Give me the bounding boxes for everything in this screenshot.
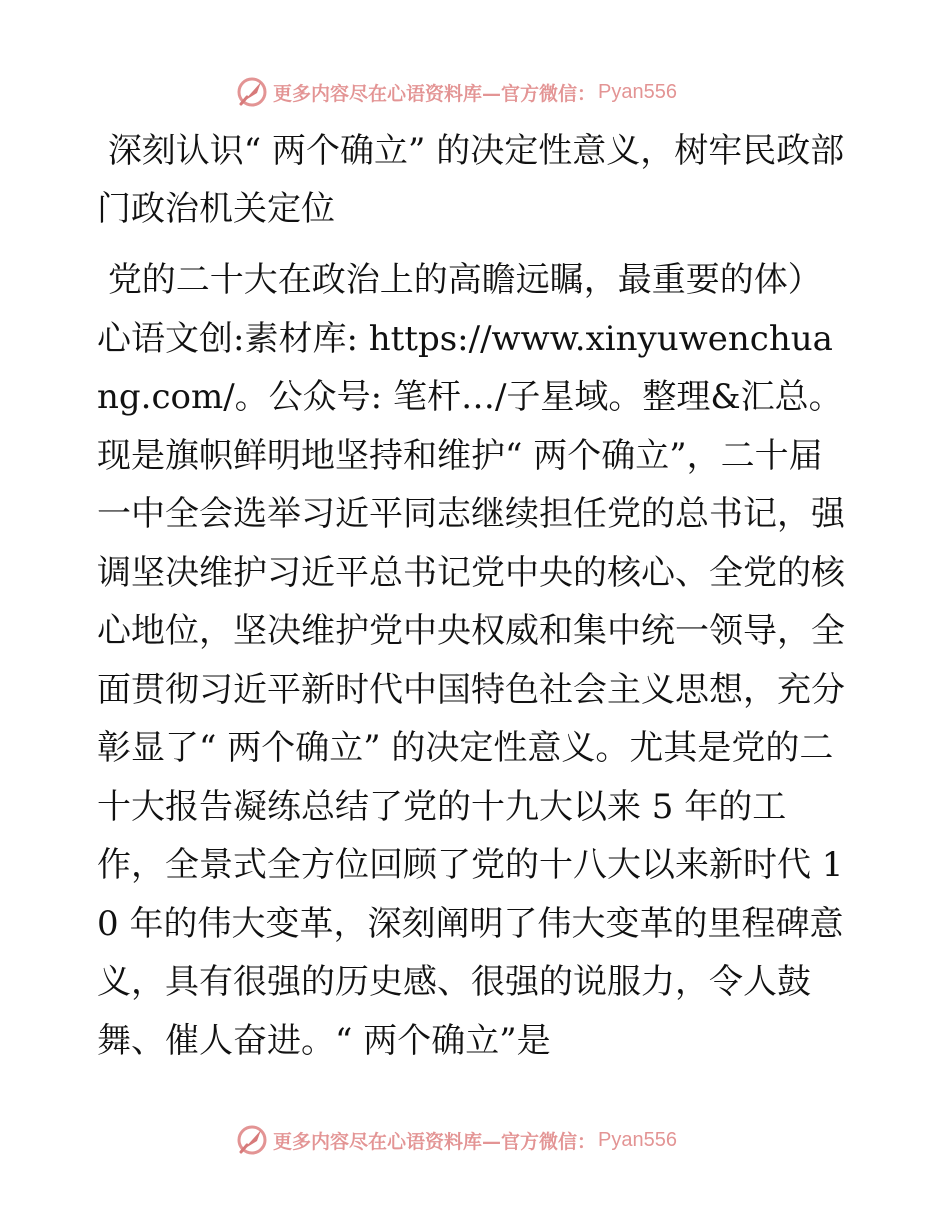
document-title: 深刻认识“ 两个确立” 的决定性意义，树牢民政部门政治机关定位 [97,131,845,229]
watermark-header [235,72,677,112]
quill-logo-icon [235,1123,269,1157]
watermark-text: 更多内容尽在心语资料库—官方微信： [273,82,597,105]
quill-logo-icon [235,75,269,109]
document-body: 党的二十大在政治上的高瞻远瞩，最重要的体）心语文创:素材库: https://www.xinyuwenchuang.com/。公众号: 笔杆…/子星域。整理&汇总。现是旗帜鲜明地坚持和维护“ 两个确立”，二十届一中全会选举习近平同志继续担任党的总书记，强调坚决维护习近平总书记党中央的核心、全党的核心地位，坚决维护党中央权威和集中统一领导，全面贯彻习近平新时代中国特色社会主义思想，充分彰显了“ 两个确立” 的决定性意义。尤其是党的二十大报告凝练总结了党的十九大以来 5 年的工作，全景式全方位回顾了党的十八大以来新时代 10 年的伟大变革，深刻阐明了伟大变革的里程碑意义，具有很强的历史感、很强的说服力，令人鼓舞、催人奋进。“ 两个确立”是 [97,260,845,1061]
watermark-wechat-id: Pyan556 [598,80,677,103]
watermark-text: 更多内容尽在心语资料库—官方微信： [273,1130,597,1153]
watermark-footer [235,1120,677,1160]
watermark-wechat-id: Pyan556 [598,1128,677,1151]
